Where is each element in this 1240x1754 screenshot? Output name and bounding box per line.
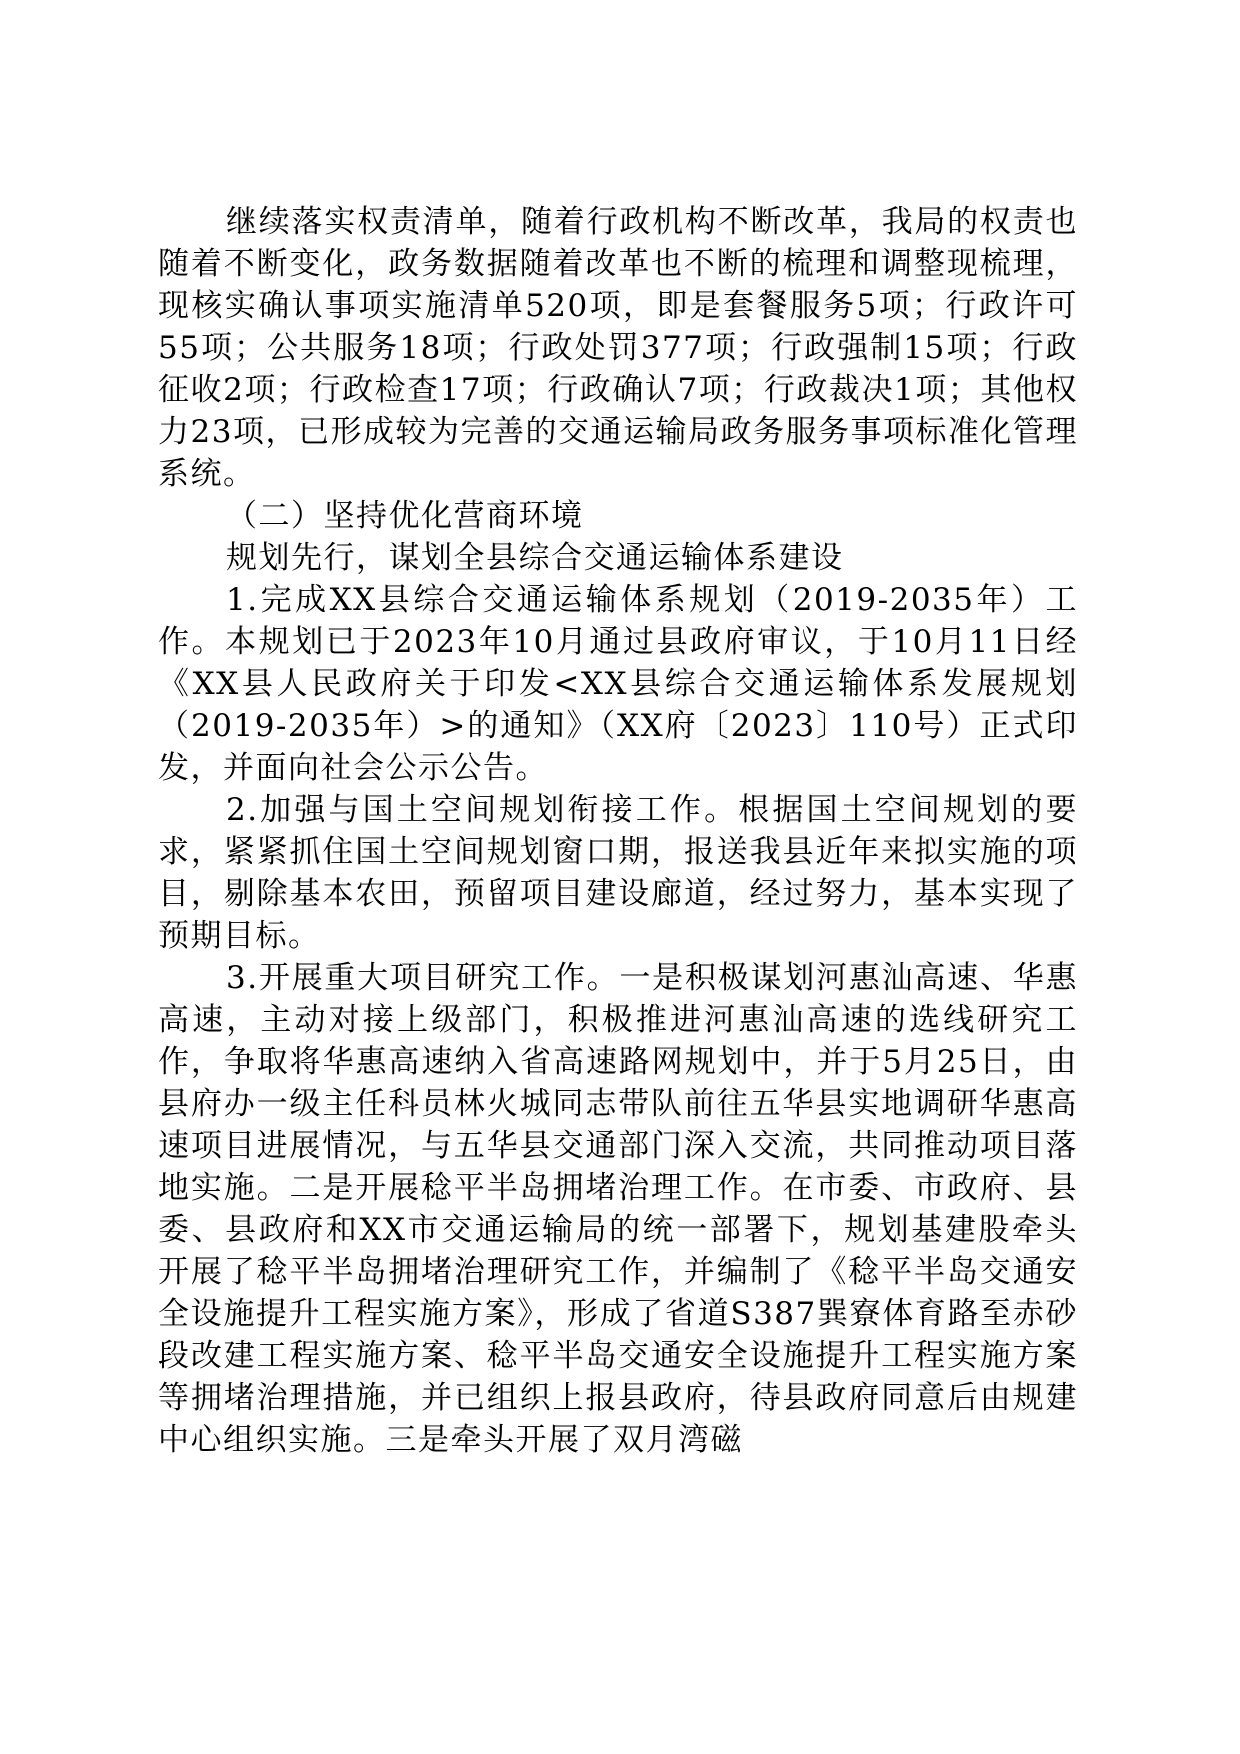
paragraph-power-list: 继续落实权责清单，随着行政机构不断改革，我局的权责也随着不断变化，政务数据随着改革也不断的梳理和调整现梳理，现核实确认事项实施清单520项，即是套餐服务5项；行政许可55项；公共服务18项；行政处罚377项；行政强制15项；行政征收2项；行政检查17项；行政确认7项；行政裁决1项；其他权力23项，已形成较为完善的交通运输局政务服务事项标准化管理系统。: [158, 204, 1078, 492]
section-heading: （二）坚持优化营商环境: [226, 498, 584, 534]
list-item: 1.完成XX县综合交通运输体系规划（2019-2035年）工作。本规划已于2023年10月通过县政府审议，于10月11日经《XX县人民政府关于印发<XX县综合交通运输体系发展规划（2019-2035年）>的通知》（XX府〔2023〕110号）正式印发，并面向社会公示公告。: [158, 582, 1078, 786]
document-body: [158, 201, 1078, 1461]
subheading-planning: 规划先行，谋划全县综合交通运输体系建设: [226, 540, 844, 576]
list-item: 3.开展重大项目研究工作。一是积极谋划河惠汕高速、华惠高速，主动对接上级部门，积极推进河惠汕高速的选线研究工作，争取将华惠高速纳入省高速路网规划中，并于5月25日，由县府办一级主任科员林火城同志带队前往五华县实地调研华惠高速项目进展情况，与五华县交通部门深入交流，共同推动项目落地实施。二是开展稔平半岛拥堵治理工作。在市委、市政府、县委、县政府和XX市交通运输局的统一部署下，规划基建股牵头开展了稔平半岛拥堵治理研究工作，并编制了《稔平半岛交通安全设施提升工程实施方案》，形成了省道S387巽寮体育路至赤砂段改建工程实施方案、稔平半岛交通安全设施提升工程实施方案等拥堵治理措施，并已组织上报县政府，待县政府同意后由规建中心组织实施。三是牵头开展了双月湾磁: [158, 960, 1078, 1458]
list-item: 2.加强与国土空间规划衔接工作。根据国土空间规划的要求，紧紧抓住国土空间规划窗口期，报送我县近年来拟实施的项目，剔除基本农田，预留项目建设廊道，经过努力，基本实现了预期目标。: [158, 792, 1078, 954]
